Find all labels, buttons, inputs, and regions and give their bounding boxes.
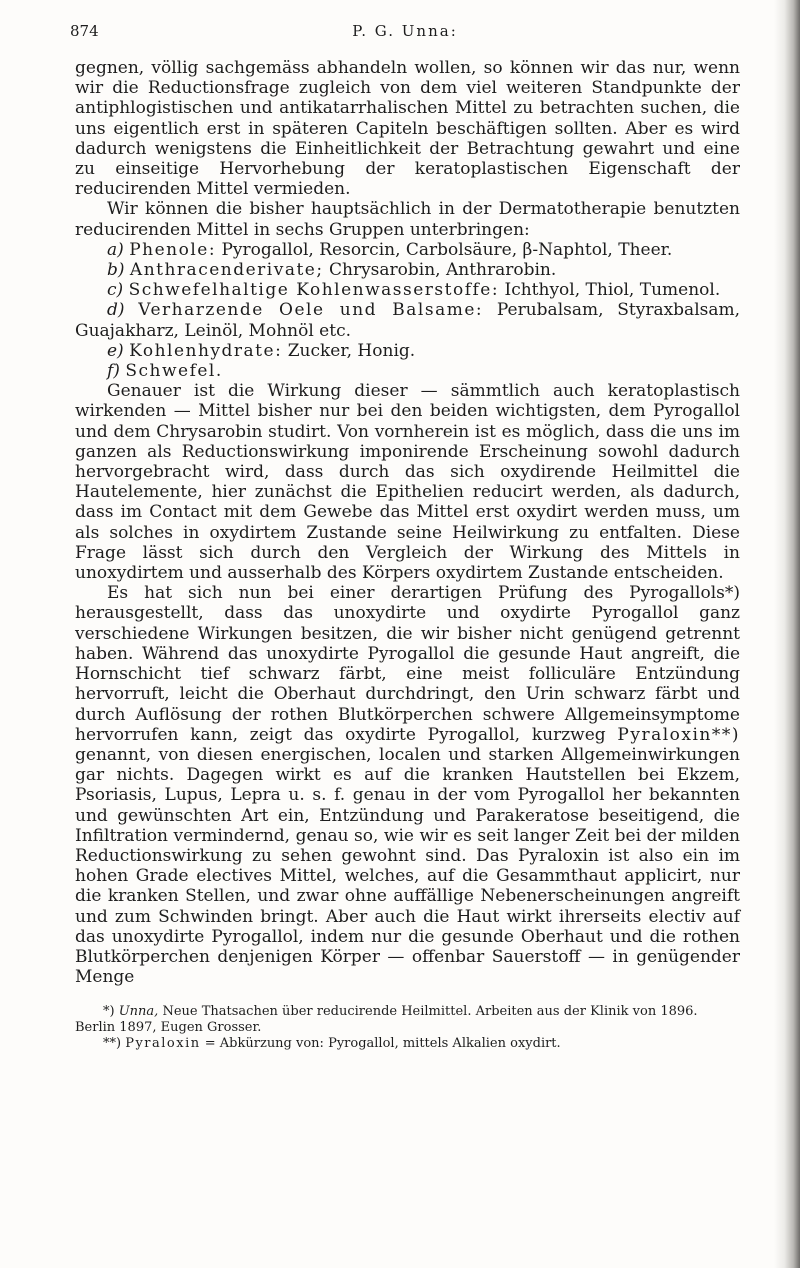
paragraph-text: Es hat sich nun bei einer derartigen Prüfung des Pyrogallols*) herausgestellt, dass das unoxydirte und oxydirte Pyrogallol ganz verschiedene Wirkungen besitzen, die wir bisher nicht genügend getrennt haben. Während das unoxydirte Pyrogallol die gesunde Haut angreift, die Hornschicht tief schwarz färbt, eine meist folliculäre Entzündung hervorruft, leicht die Oberhaut durchdringt, den Urin schwarz färbt und durch Auflösung der rothen Blutkörperchen schwere Allgemeinsymptome hervorrufen kann, zeigt das oxydirte Pyrogallol, kurzweg — [75, 583, 740, 745]
group-item-e — [75, 341, 740, 361]
group-members: Pyrogallol, Resorcin, Carbolsäure, β-Naphtol, Theer. — [221, 239, 673, 260]
paragraph-groups-intro: Wir können die bisher hauptsächlich in der Dermatotherapie benutzten reducirenden Mittel in sechs Gruppen unterbringen: — [75, 199, 740, 240]
group-name: Kohlenhydrate: — [129, 340, 283, 361]
footnotes — [75, 1004, 740, 1052]
group-members: Zucker, Honig. — [287, 340, 416, 361]
page-binding-shadow — [774, 0, 800, 1268]
group-letter: d) — [107, 300, 125, 321]
footnote-mark: **) — [103, 1036, 122, 1051]
group-letter: a) — [107, 239, 124, 260]
pyraloxin-term: Pyraloxin**) — [617, 724, 740, 745]
group-members: Chrysarobin, Anthrarobin. — [329, 260, 557, 281]
paragraph-intro: gegnen, völlig sachgemäss abhandeln wollen, so können wir das nur, wenn wir die Reductionsfrage zugleich von dem viel weiteren Standpunkte der antiphlogistischen und antikatarrhalischen Mittel zu betrachten suchen, die uns eigentlich erst in späteren Capiteln beschäftigen sollten. Aber es wird dadurch wenigstens die Einheitlichkeit der Betrachtung gewahrt und eine zu einseitige Hervorhebung der keratoplastischen Eigenschaft der reducirenden Mittel vermieden. — [75, 58, 740, 200]
group-letter: c) — [107, 280, 124, 301]
paragraph-text: genannt, von diesen energischen, localen und starken Allgemeinwirkungen gar nichts. Dagegen wirkt es auf die kranken Hautstellen bei Ekzem, Psoriasis, Lupus, Lepra u. s. f. genau in der vom Pyrogallol her bekannten und gewünschten Art ein, Entzündung und Parakeratose beseitigend, die Infiltration vermindernd, genau so, wie wir es seit langer Zeit bei der milden Reductionswirkung zu sehen gewohnt sind. Das Pyraloxin ist also ein im hohen Grade electives Mittel, welches, auf die Gesammthaut applicirt, nur die kranken Stellen, und zwar ohne auffällige Nebenerscheinungen angreift und zum Schwinden bringt. Aber auch die Haut wirkt ihrerseits electiv auf das unoxydirte Pyrogallol, indem nur die gesunde Oberhaut und die rothen Blutkörperchen denjenigen Körper — offenbar Sauerstoff — in genügender Menge — [75, 744, 740, 988]
group-item-c — [75, 280, 740, 300]
group-letter: f) — [107, 361, 120, 382]
group-letter: e) — [107, 340, 124, 361]
group-name: Schwefelhaltige Kohlenwasserstoffe: — [128, 280, 500, 301]
paragraph-pyraloxin — [75, 583, 740, 987]
group-item-a — [75, 240, 740, 260]
group-name: Anthracenderivate; — [129, 260, 324, 281]
running-head: P. G. Unna: — [352, 22, 458, 40]
group-name: Schwefel. — [125, 361, 223, 382]
footnote-text: Neue Thatsachen über reducirende Heilmittel. Arbeiten aus der Klinik von 1896. Berlin 1897, Eugen Grosser. — [75, 1004, 698, 1035]
paragraph-genauer: Genauer ist die Wirkung dieser — sämmtlich auch keratoplastisch wirkenden — Mittel bisher nur bei den beiden wichtigsten, dem Pyrogallol und dem Chrysarobin studirt. Von vornherein ist es möglich, dass die uns im ganzen als Reductionswirkung imponirende Erscheinung sowohl dadurch hervorgebracht wird, dass durch das sich oxydirende Heilmittel die Hautelemente, hier zunächst die Epithelien reducirt werden, als dadurch, dass im Contact mit dem Gewebe das Mittel erst oxydirt werden muss, um als solches in oxydirtem Zustande seine Heilwirkung zu entfalten. Diese Frage lässt sich durch den Vergleich der Wirkung des Mittels in unoxydirtem und ausserhalb des Körpers oxydirtem Zustande entscheiden. — [75, 381, 740, 584]
group-name: Phenole: — [129, 239, 217, 260]
footnote-text: = Abkürzung von: Pyrogallol, mittels Alkalien oxydirt. — [204, 1036, 561, 1051]
group-members: Ichthyol, Thiol, Tumenol. — [504, 280, 721, 301]
page-header — [70, 22, 740, 44]
group-item-d — [75, 300, 740, 340]
group-item-f — [75, 361, 740, 381]
footnote-term: Pyraloxin — [125, 1036, 201, 1051]
footnote-mark: *) — [103, 1004, 115, 1019]
footnote-author: Unna, — [118, 1004, 159, 1019]
body-text — [75, 58, 740, 987]
footnote-2 — [75, 1036, 740, 1052]
group-name: Verharzende Oele und Balsame: — [138, 300, 484, 321]
group-members: Perubalsam, Styraxbalsam, Guajakharz, Leinöl, Mohnöl etc. — [75, 300, 741, 341]
group-letter: b) — [107, 260, 125, 281]
footnote-1 — [75, 1004, 740, 1036]
page-number: 874 — [70, 22, 99, 40]
group-item-b — [75, 260, 740, 280]
